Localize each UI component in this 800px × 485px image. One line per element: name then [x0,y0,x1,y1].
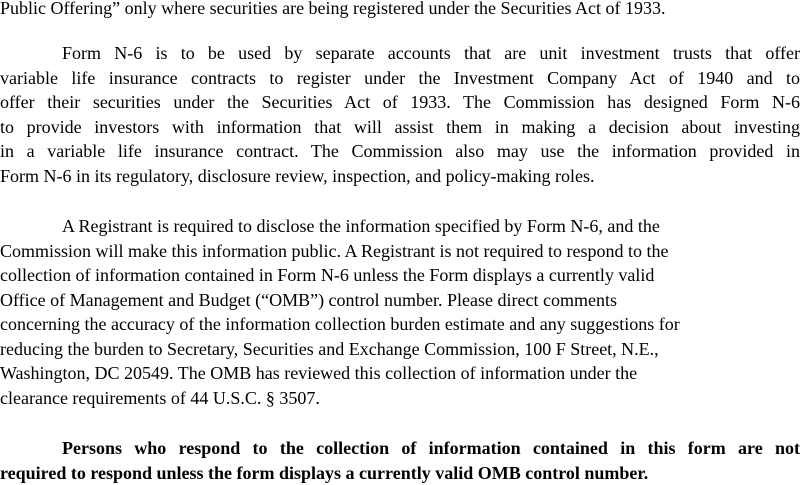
text-line: Form N-6 is to be used by separate accounts that are unit investment trusts that offer [62,43,800,63]
text-line: Office of Management and Budget (“OMB”) control number. Please direct comments [0,289,617,310]
text-line: Form N-6 in its regulatory, disclosure review, inspection, and policy-making roles. [0,165,595,186]
paragraph-registrant-disclosure [0,214,800,410]
paragraph-form-purpose [0,41,800,188]
text-line: Public Offering” only where securities are being registered under the Securities Act of 1933. [0,0,666,18]
text-line: A Registrant is required to disclose the information specified by Form N-6, and the [62,216,660,236]
text-line: concerning the accuracy of the information collection burden estimate and any suggestions for [0,314,680,334]
text-line: Commission will make this information public. A Registrant is not required to respond to the [0,240,669,261]
text-line: to provide investors with information that will assist them in making a decision about investing [0,116,800,137]
text-line: Persons who respond to the collection of information contained in this form are not [62,438,800,458]
text-line: offer their securities under the Securities Act of 1933. The Commission has designed Form N-6 [0,92,800,112]
text-line: reducing the burden to Secretary, Securities and Exchange Commission, 100 F Street, N.E., [0,338,659,359]
text-line: required to respond unless the form displays a currently valid OMB control number. [0,462,649,483]
paragraph-continuation [0,0,800,21]
text-line: Washington, DC 20549. The OMB has reviewed this collection of information under the [0,363,638,383]
paragraph-omb-notice [0,436,800,485]
text-line: variable life insurance contracts to register under the Investment Company Act of 1940 and to [0,67,800,88]
text-line: clearance requirements of 44 U.S.C. § 3507. [0,387,320,408]
text-line: collection of information contained in Form N-6 unless the Form displays a currently valid [0,265,655,285]
text-line: in a variable life insurance contract. The Commission also may use the information provided in [0,141,800,161]
